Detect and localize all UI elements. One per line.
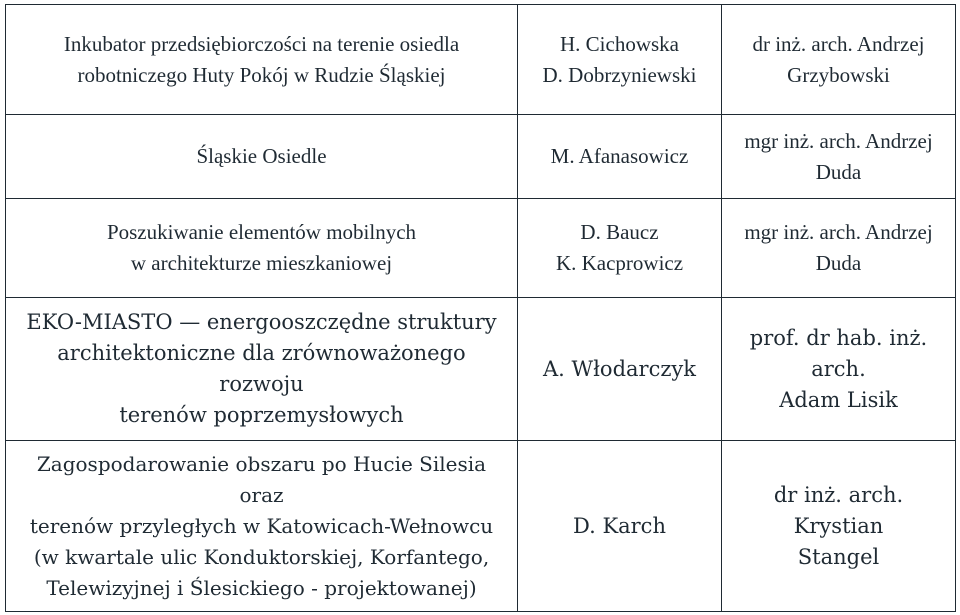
thesis-title-cell <box>6 199 518 298</box>
author-name: D. Dobrzyniewski <box>542 62 697 87</box>
authors-cell <box>518 5 722 115</box>
supervisor-line: Adam Lisik <box>779 387 898 412</box>
supervisor-line: mgr inż. arch. Andrzej <box>744 128 933 153</box>
thesis-title-line: robotniczego Huty Pokój w Rudzie Śląskiej <box>77 62 446 87</box>
supervisor-line: dr inż. arch. Krystian <box>773 482 904 538</box>
thesis-title-line: Śląskie Osiedle <box>196 144 327 168</box>
authors-cell <box>518 298 722 441</box>
authors-cell <box>518 441 722 612</box>
supervisor-line: prof. dr hab. inż. arch. <box>749 325 928 381</box>
supervisor-cell <box>722 199 956 298</box>
table-row <box>6 441 956 612</box>
table-row <box>6 298 956 441</box>
thesis-title-line: terenów poprzemysłowych <box>119 403 404 427</box>
thesis-title-line: (w kwartale ulic Konduktorskiej, Korfantego, <box>33 544 490 569</box>
thesis-title-cell <box>6 5 518 115</box>
supervisor-line: Grzybowski <box>787 62 890 87</box>
table-row <box>6 199 956 298</box>
theses-table <box>5 4 956 612</box>
supervisor-line: dr inż. arch. Andrzej <box>752 31 925 56</box>
author-name: D. Karch <box>573 513 666 538</box>
supervisor-line: Stangel <box>797 544 880 569</box>
thesis-title-line: Inkubator przedsiębiorczości na terenie osiedla <box>63 31 460 56</box>
author-name: A. Włodarczyk <box>543 356 696 381</box>
supervisor-cell <box>722 298 956 441</box>
authors-cell <box>518 115 722 199</box>
authors-cell <box>518 199 722 298</box>
table-row <box>6 5 956 115</box>
thesis-title-cell <box>6 441 518 612</box>
supervisor-cell <box>722 115 956 199</box>
author-name: K. Kacprowicz <box>555 251 684 275</box>
supervisor-cell <box>722 441 956 612</box>
supervisor-cell <box>722 5 956 115</box>
thesis-title-line: Zagospodarowanie obszaru po Hucie Silesia oraz <box>36 451 487 507</box>
thesis-title-line: Telewizyjnej i Ślesickiego - projektowanej) <box>46 575 477 600</box>
table-row <box>6 115 956 199</box>
thesis-title-line: terenów przyległych w Katowicach-Wełnowcu <box>29 513 494 538</box>
thesis-title-line: EKO-MIASTO — energooszczędne struktury <box>26 310 497 334</box>
thesis-title-line: architektoniczne dla zrównoważonego rozwoju <box>57 341 466 396</box>
thesis-title-cell <box>6 298 518 441</box>
author-name: M. Afanasowicz <box>550 144 689 168</box>
author-name: D. Baucz <box>580 220 659 244</box>
supervisor-line: mgr inż. arch. Andrzej <box>744 220 933 244</box>
thesis-title-cell <box>6 115 518 199</box>
thesis-title-line: w architekturze mieszkaniowej <box>130 251 393 275</box>
author-name: H. Cichowska <box>560 31 679 56</box>
supervisor-line: Duda <box>815 251 862 275</box>
supervisor-line: Duda <box>815 159 862 184</box>
thesis-title-line: Poszukiwanie elementów mobilnych <box>106 220 417 244</box>
